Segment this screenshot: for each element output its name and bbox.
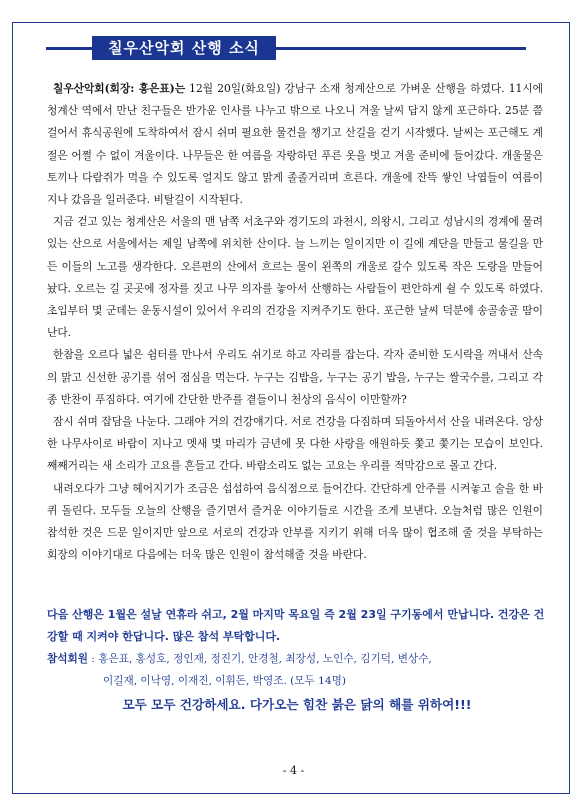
page-number: - 4 - (282, 764, 305, 777)
closing-message: 모두 모두 건강하세요. 다가오는 힘찬 붉은 닭의 해를 위하여!!! (122, 697, 472, 712)
paragraph-text: 내려오다가 그냥 헤어지기가 조금은 섭섭하여 음식점으로 들어간다. 간단하게 안주를 시켜놓고 술을 한 바퀴 돌린다. 모두들 오늘의 산행을 즐기면서 즐거운 이야기들로 시간을 조게 보낸다. 오늘처럼 많은 인원이 참석한 것은 드문 일이지만 앞으로 서로의 건강과 안부를 지키기 위해 더욱 많이 협조해 줄 것을 부탁하는 회장의 이야기대로 다음에는 더욱 많은 인원이 참석해줄 것을 바란다. (47, 481, 543, 562)
next-hike-notice: 다음 산행은 1월은 설날 연휴라 쉬고, 2월 마지막 목요일 즉 2월 23일 구기동에서 만납니다. 건강은 건강할 때 지켜야 한답니다. 많은 참석 부탁합니다. (47, 608, 545, 643)
paragraph-lead: 칠우산악회(회장: 홍은표)는 (53, 82, 186, 95)
attendees-label: 참석회원 (47, 653, 88, 665)
article-body (47, 78, 543, 566)
paragraph-4 (47, 411, 543, 478)
paragraph-text: 잠시 쉬며 잡담을 나눈다. 그래야 거의 건강얘기다. 서로 건강을 다짐하며 되돌아서서 산을 내려온다. 앙상한 나무사이로 바람이 지나고 멧새 몇 마리가 금년에 못 다한 사랑을 애원하듯 쫓고 쫓기는 모습이 보인다. 째째거리는 새 소리가 고요를 흔들고 간다. 바람소리도 없는 고요는 우리를 적막감으로 몰고 간다. (47, 415, 543, 473)
paragraph-3 (47, 344, 543, 411)
article-title: 칠우산악회 산행 소식 (92, 36, 276, 60)
attendees-names-1: : 홍은표, 홍성호, 정인재, 정진기, 안경철, 최장성, 노인수, 김기덕, 변상수, (87, 653, 432, 665)
paragraph-text: 한참을 오르다 넓은 쉼터를 만나서 우리도 쉬기로 하고 자리를 잡는다. 각자 준비한 도시락을 꺼내서 산속의 맑고 신선한 공기를 섞어 점심을 먹는다. 누구는 김밥을, 누구는 공기 밥을, 누구는 쌀국수를, 그리고 각종 반찬이 푸짐하다. 여기에 간단한 반주를 곁들이니 천상의 음식이 이만할까? (47, 348, 543, 406)
attendees (47, 648, 547, 692)
paragraph-text: 12월 20일(화요일) 강남구 소재 청계산으로 가벼운 산행을 하였다. 11시에 청계산 역에서 만난 친구들은 반가운 인사를 나누고 밖으로 나오니 겨울 날씨 답지 않게 포근하다. 25분 쯤 걸어서 휴식공원에 도착하여서 잠시 쉬며 필요한 물건을 챙기고 산길을 걷기 시작했다. 날씨는 포근해도 계절은 어쩔 수 없이 겨울이다. 나무들은 한 여름을 자랑하던 푸른 옷을 벗고 겨울 준비에 들어갔다. 개울물은 토끼나 다람쥐가 먹을 수 있도록 얼지도 않고 맑게 졸졸거리며 흐른다. 개울에 잔뜩 쌓인 낙엽들이 여름이 지나 갔음을 일러준다. 비탈길이 시작된다. (47, 82, 543, 207)
paragraph-2 (47, 211, 543, 344)
paragraph-5 (47, 478, 543, 567)
attendees-names-2: 이길재, 이낙영, 이재진, 이휘돈, 박영조. (모두 14명) (103, 675, 346, 687)
paragraph-1 (47, 78, 543, 211)
paragraph-text: 지금 걷고 있는 청계산은 서울의 맨 남쪽 서초구와 경기도의 과천시, 의왕시, 그리고 성남시의 경계에 물려 있는 산으로 서울에서는 제일 남쪽에 위치한 산이다. 늘 느끼는 일이지만 이 길에 계단을 만들고 물길을 만든 이들의 노고를 생각한다. 오른편의 산에서 흐르는 물이 왼쪽의 개울로 갈수 있도록 작은 도랑을 만들어 놨다. 오르는 길 곳곳에 정자를 짓고 나무 의자를 놓아서 산행하는 사람들이 편안하게 쉴 수 있도록 하였다. 초입부터 몇 군데는 운동시설이 있어서 우리의 건강을 지켜주기도 한다. 포근한 날씨 덕분에 송골송골 땀이 난다. (47, 215, 543, 340)
attendees-line-1 (47, 648, 547, 670)
